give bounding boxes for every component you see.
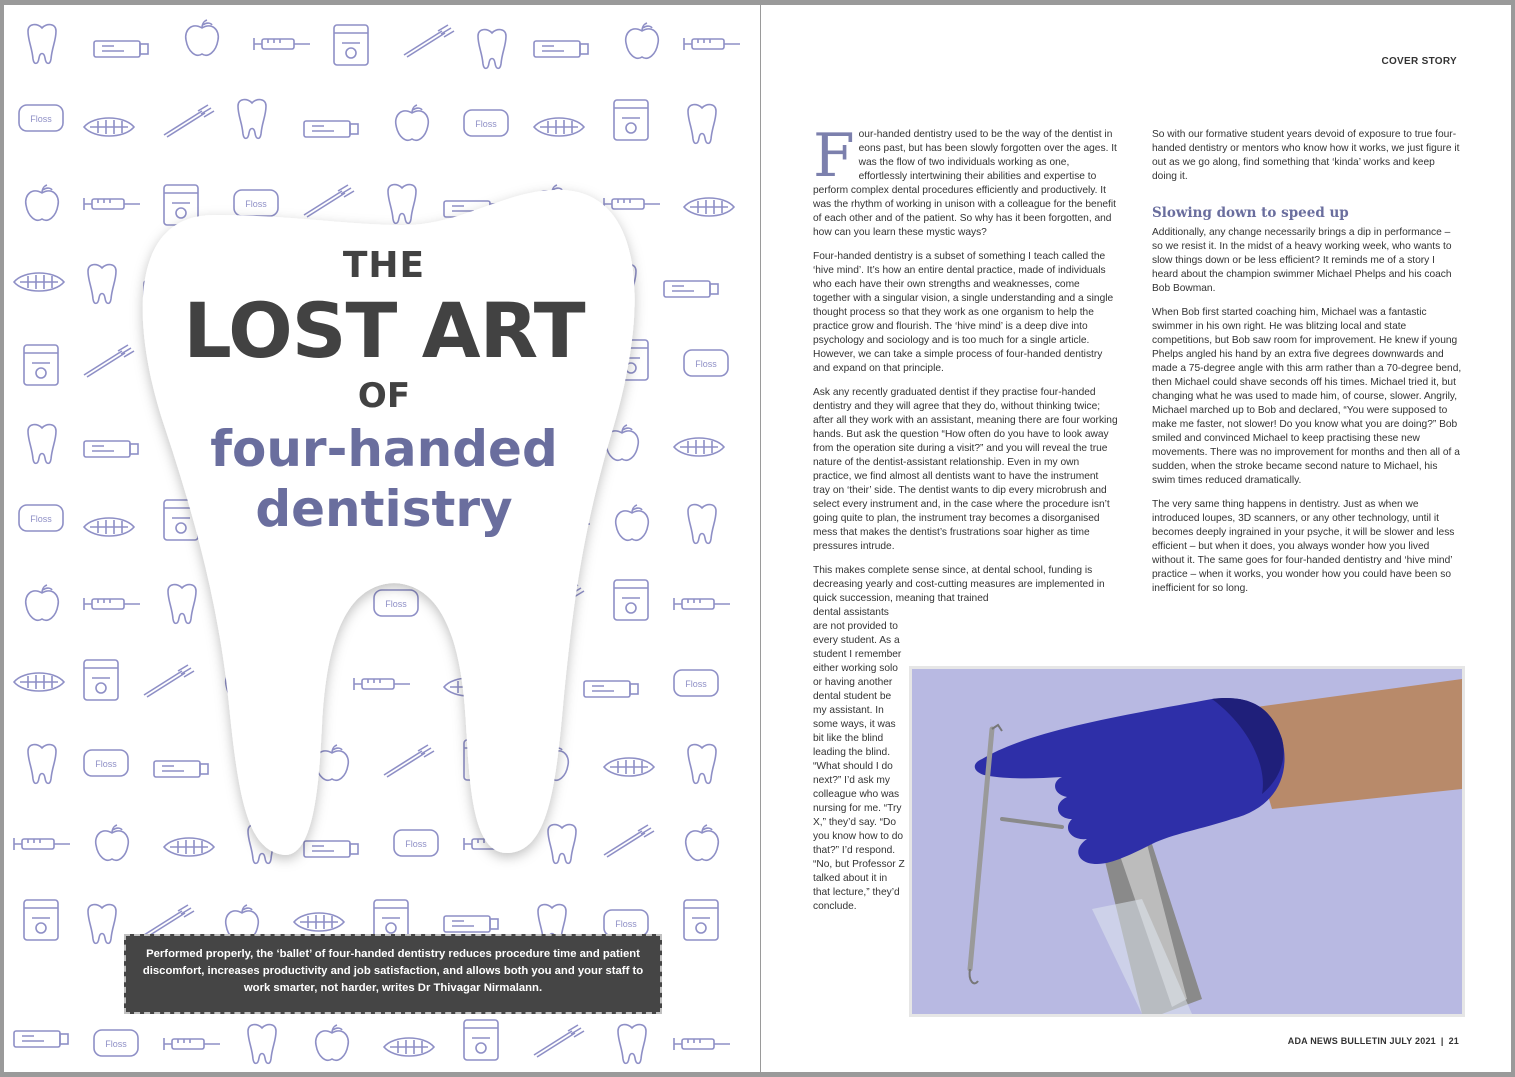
drop-cap: F xyxy=(813,121,855,191)
text-column-2 xyxy=(1152,128,1462,606)
page-footer xyxy=(1288,1036,1459,1046)
paragraph-4: This makes complete sense since, at dental school, funding is decreasing yearly and cost-cutting measures are implemented in quick succession, meaning that trained xyxy=(813,565,1105,604)
article-title xyxy=(134,243,634,539)
standfirst-author: Dr Thivagar Nirmalann. xyxy=(417,982,543,994)
title-line-four-handed: four-handed xyxy=(210,420,558,478)
title-line-dentistry: dentistry xyxy=(255,480,513,538)
paragraph-4-narrow: dental assistants are not provided to every student. As a student I remember either working solo or having another dental student be my assistant. In some ways, it was bit like the blind leading the blind. “What should I do next?” I’d ask my colleague who was nursing for me. “Try X,” they’d say. “Do you know how to do that?” I’d respond. “No, but Professor Z talked about it in that lecture,” they’d conclude. xyxy=(813,607,905,912)
paragraph-1 xyxy=(813,121,1118,240)
dental-doodle-pattern: Floss xyxy=(4,5,760,1072)
title-line-the: THE xyxy=(342,245,426,286)
paragraph-3: Ask any recently graduated dentist if they practise four-handed dentistry and they will agree that they do, without thinking twice; after all they work with an assistant, meaning there are four working hands. But ask the question “How often do you have to look away from the operation site during a visit?” and you will reveal the true nature of the dentist-assistant relationship. Even in my own practice, we find almost all dentists want to have the instrument tray on ‘their’ side. The dentist wants to dip every microbrush and select every instrument and, in the case where the procedure isn’t going quite to plan, the instrument tray becomes a disorganised mess that makes the dentist’s frustrations soar higher as time pressures intrude. xyxy=(813,387,1118,552)
title-line-lost-art: LOST ART xyxy=(183,286,585,375)
gloved-hand-illustration xyxy=(912,669,1462,1014)
paragraph-5: So with our formative student years devoid of exposure to true four-handed dentistry or mentors who know how it works, we just figure it out as we go along, find something that ‘kinda’ works and keep doing it. xyxy=(1152,129,1460,182)
right-page xyxy=(761,5,1511,1072)
subheading: Slowing down to speed up xyxy=(1152,205,1349,221)
publication-name: ADA NEWS BULLETIN JULY 2021 xyxy=(1287,1036,1436,1046)
paragraph-1-text: our-handed dentistry used to be the way of the dentist in eons past, but has been slowly forgotten over the ages. It was the flow of two individuals working as one, effortlessly intertwining their abilities and expertise to perform complex dental procedures efficiently and productively. It was the rhythm of working in unison with a colleague for the benefit of each other and of the patient. So why has it been forgotten, and how can you learn these mystic ways? xyxy=(813,129,1117,238)
paragraph-6: Additionally, any change necessarily brings a dip in performance – so we resist it. In the midst of a heavy working week, who wants to slow things down or be less efficient? It reminds me of a story I heard about the champion swimmer Michael Phelps and his coach Bob Bowman. xyxy=(1152,227,1452,294)
title-line-of: OF xyxy=(357,376,411,416)
page-number: 21 xyxy=(1448,1036,1459,1046)
paragraph-2: Four-handed dentistry is a subset of something I teach called the ‘hive mind’. It’s how an entire dental practice, made of individuals who each have their own strengths and weaknesses, come together with a singular vision, a single understanding and a single thought process so that they work as one organism to help the practice grow and flourish. The ‘hive mind’ is a deep dive into psychology and sociology and is too much for a single article. However, we can take a simple process of four-handed dentistry and expand on that principle. xyxy=(813,251,1114,374)
section-label: COVER STORY xyxy=(1381,56,1457,67)
paragraph-7: When Bob first started coaching him, Michael was a fantastic swimmer in his own right. He was blitzing local and state competitions, but Bob saw room for improvement. He knew if young Phelps angled his hand by an extra five degrees downwards and made a 75-degree angle with this arm rather than a 70-degree bend, then Michael could shave seconds off his times. Michael tried it, but changing what he was used to made him, of course, slower. Angrily, Michael marched up to Bob and declared, “You were supposed to make me faster, not slower! Do you know what you are doing?” Bob smiled and convinced Michael to keep practising these new movements. There was no improvement for months and then all of a sudden, when the stroke became second nature to Michael, his swim times reduced dramatically. xyxy=(1152,307,1462,486)
standfirst-box xyxy=(124,934,662,1014)
paragraph-8: The very same thing happens in dentistry. Just as when we introduced loupes, 3D scanners, or any other technology, until it becomes deeply ingrained in your psyche, it will be slower and less efficient – but when it does, you always wonder how you lived without it. The same goes for four-handed dentistry and ‘hive mind’ practice – when it works, you wonder how you could have been so inefficient for so long. xyxy=(1152,499,1455,594)
standfirst-text: Performed properly, the ‘ballet’ of four-handed dentistry reduces procedure time and patient discomfort, increases productivity and job satisfaction, and allows both you and your staff to work smarter, not harder, writes xyxy=(142,948,644,994)
left-page xyxy=(4,5,760,1072)
gloved-hand-photo xyxy=(909,666,1465,1017)
footer-separator: | xyxy=(1440,1036,1444,1046)
